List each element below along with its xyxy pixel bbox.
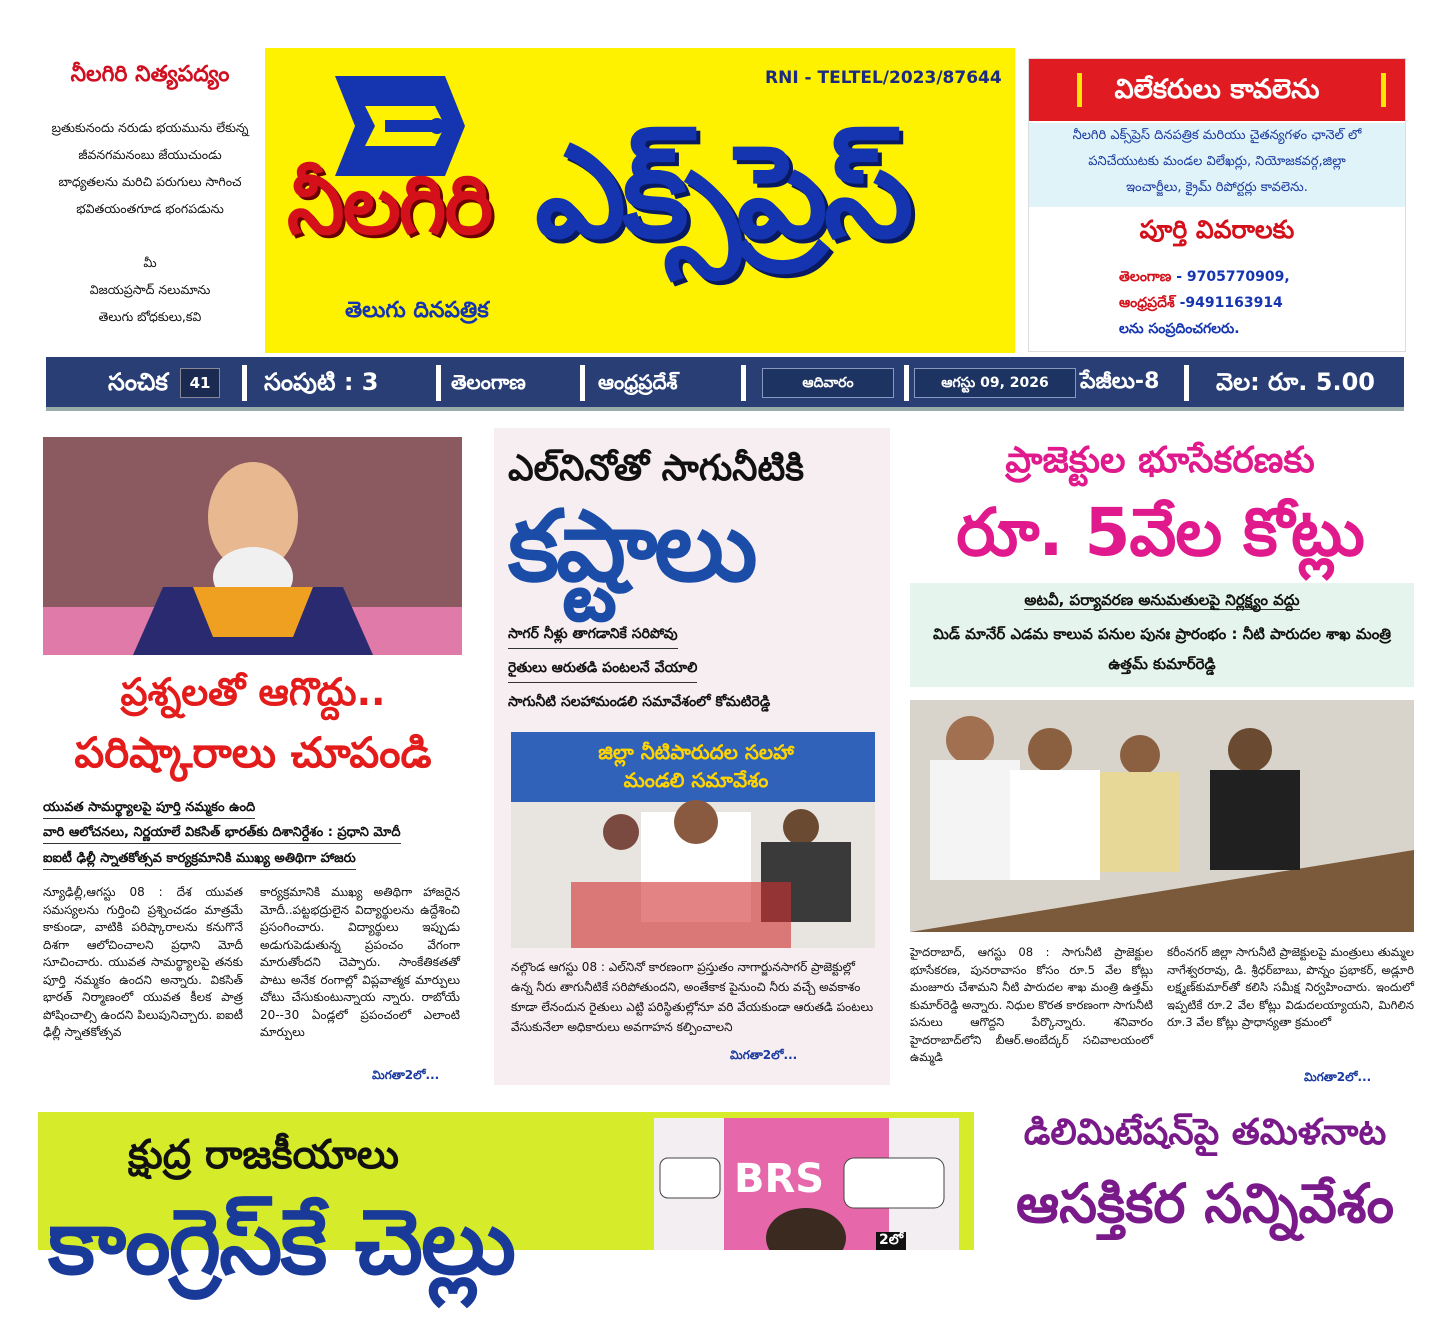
col2-continued-link[interactable]: మిగతా2లో... xyxy=(730,1048,798,1062)
ad-bar-right xyxy=(1381,73,1386,107)
col1-subheading: ఐఐటీ ఢిల్లీ స్నాతకోత్సవ కార్యక్రమానికి ముఖ్య అతిథిగా హాజరు xyxy=(43,851,356,870)
col2-subheading: సాగునీటి సలహామండలి సమావేశంలో కోమటిరెడ్డి xyxy=(508,694,771,710)
poem-line xyxy=(38,222,262,249)
col1-body-right: కార్యక్రమానికి ముఖ్య అతిథిగా హాజరైన మోదీ..పట్టభద్రులైన విద్యార్థులను ఉద్దేశించి ప్రసంగించారు. విద్యార్థులు ఇప్పుడు అడుగుపెడుతున్న ప్రపంచం వేగంగా మారుతోందని చెప్పారు. సాంకేతికతతో పాటు అనేక రంగాల్లో విప్లవాత్మక మార్పులు చోటు చేసుకుంటున్నాయ న్నారు. రాబోయే 20--30 ఏండ్లలో ప్రపంచంలో ఎలాంటి మార్పులు xyxy=(260,885,460,1039)
phone-label: ఆంధ్రప్రదేశ్ xyxy=(1119,295,1175,311)
col3-headline-line2: రూ. 5వేల కోట్లు xyxy=(956,494,1364,571)
col3-sub-box xyxy=(910,583,1414,687)
logo-subtitle: తెలుగు దినపత్రిక xyxy=(345,298,489,323)
ad-body-line: పనిచేయుటకు మండల విలేఖర్లు, నియోజకవర్గ,జిల్లా xyxy=(1088,154,1346,169)
brs-label: BRS xyxy=(734,1156,825,1202)
strip-divider xyxy=(580,365,585,401)
poem-line: బ్రతుకునందు నరుడు భయమును లేకున్న xyxy=(51,120,249,135)
ad-bar-left xyxy=(1077,73,1082,107)
ad-contact-note: లను సంప్రదించగలరు. xyxy=(1119,321,1240,337)
issue-label: సంచిక xyxy=(108,368,168,396)
phone-label: తెలంగాణ xyxy=(1119,269,1172,285)
page-ref-badge: 2లో xyxy=(876,1232,906,1250)
poem-author-role: తెలుగు బోధకులు,కవి xyxy=(98,309,202,324)
col1-subheading: యువత సామర్థ్యాలపై పూర్తి నమ్మకం ఉంది xyxy=(43,800,255,819)
col1-body-left: న్యూఢిల్లీ,ఆగస్టు 08 : దేశ యువత సమస్యలను గుర్తించి ప్రశ్నించడం మాత్రమే కాకుండా, వాటికి పరిష్కారాలను కనుగొనే దిశగా ఆలోచించాలని ప్రధాని మోదీ సూచించారు. యువత సామర్థ్యాలపై తనకు పూర్తి నమ్మకం ఉందని అన్నారు. వికసిత్ భారత్ నిర్మాణంలో యువత కీలక పాత్ర పోషించాల్సి ఉందని పిలుపునిచ్చారు. ఐఐటీ ఢిల్లీ స్నాతకోత్సవ xyxy=(43,885,243,1039)
col1-subheading: వారి ఆలోచనలు, నిర్ణయాలే వికసిత్ భారత్‌కు దిశానిర్దేశం : ప్రధాని మోదీ xyxy=(43,825,401,844)
bottom-right-headline-2: ఆసక్తికర సన్నివేశం xyxy=(1016,1172,1394,1235)
col2-body: నల్గొండ ఆగస్టు 08 : ఎల్‌నినో కారణంగా ప్రస్తుతం నాగార్జునసాగర్ ప్రాజెక్టుల్లో ఉన్న నీరు తాగునీటికే సరిపోతుందని, అంతేకాక పైనుంచి నీరు వచ్చే అవకాశం కూడా లేనందున రైతులు ఎట్టి పరిస్థితుల్లోనూ వరి వేయకుండా ఆరుతడి పంటలు వేసుకునేలా అధికారులు అవగాహన కల్పించాలని xyxy=(511,960,874,1034)
phone-number: -9491163914 xyxy=(1174,295,1283,311)
daily-poem-box xyxy=(38,50,262,350)
bottom-left-headline-1: క్షుద్ర రాజకీయాలు xyxy=(128,1132,399,1178)
col2-subheading: సాగర్ నీళ్లు తాగడానికే సరిపోవు xyxy=(508,626,678,649)
logo-neelagiri: నీలగిరి xyxy=(287,158,492,253)
col3-subheading-2: మిడ్ మానేర్ ఎడమ కాలువ పనుల పునః ప్రారంభం : నీటి పారుదల శాఖ మంత్రి ఉత్తమ్ కుమార్‌రెడ్డి xyxy=(932,625,1392,673)
bottom-right-headline-1: డిలిమిటేషన్‌పై తమిళనాట xyxy=(1023,1112,1387,1153)
state-telangana: తెలంగాణ xyxy=(451,370,526,394)
strip-divider xyxy=(904,365,909,401)
poem-line: బాధ్యతలను మరిచి పరుగులు సాగించ xyxy=(58,174,242,189)
ad-phone-ap xyxy=(1119,295,1283,314)
poem-author-prefix: మీ xyxy=(143,255,157,270)
daily-poem-title: నీలగిరి నిత్యపద్యం xyxy=(70,62,230,87)
volume: సంపుటి : 3 xyxy=(264,368,379,396)
weekday: ఆదివారం xyxy=(762,368,894,398)
modi-photo xyxy=(43,437,462,655)
poem-author: విజయప్రసాద్ నలుమాను xyxy=(89,282,211,297)
col1-headline-line1: ప్రశ్నలతో ఆగొద్దు.. xyxy=(120,670,386,714)
col1-headline-line2: పరిష్కారాలు చూపండి xyxy=(74,728,432,777)
col2-headline-small: ఎల్‌నినోతో సాగునీటికి xyxy=(508,448,805,489)
brs-photo xyxy=(654,1118,959,1250)
meeting-banner-text: జిల్లా నీటిపారుదల సలహా మండలి సమావేశం xyxy=(598,740,794,792)
ad-heading: విలేకరులు కావలెను xyxy=(1029,59,1405,121)
strip-divider xyxy=(242,365,247,401)
col3-continued-link[interactable]: మిగతా2లో... xyxy=(1304,1070,1372,1084)
review-meeting-photo xyxy=(910,700,1414,932)
phone-number: - 9705770909, xyxy=(1171,269,1290,285)
strip-divider xyxy=(741,365,746,401)
col3-body-left: హైదరాబాద్, ఆగస్టు 08 : సాగునీటి ప్రాజెక్టుల భూసేకరణ, పునరావాసం కోసం రూ.5 వేల కోట్లు మంజూరు చేశామని నీటి పారుదల శాఖ మంత్రి ఉత్తమ్ కుమార్‌రెడ్డి అన్నారు. నిధుల కొరత కారణంగా సాగునీటి పనులు ఆగొద్దని పేర్కొన్నారు. శనివారం హైదరాబాద్‌లోని బీఆర్.అంబేద్కర్ సచివాలయంలో ఉమ్మడి xyxy=(910,945,1153,1064)
poem-line: జీవనగమనంబు జేయుచుండు xyxy=(78,147,222,162)
logo-express: ఎక్స్‌ప్రెస్ xyxy=(535,118,910,267)
newspaper-logo xyxy=(265,48,1015,353)
bottom-left-headline-2: కాంగ్రెస్‌కే చెల్లు xyxy=(48,1190,514,1295)
page-count: పేజీలు-8 xyxy=(1080,369,1160,394)
ad-details-heading: పూర్తి వివరాలకు xyxy=(1139,215,1295,244)
col3-subheading-text: అటవీ, పర్యావరణ అనుమతులపై నిర్లక్ష్యం వద్దు xyxy=(1024,591,1300,609)
ad-body-line: నీలగిరి ఎక్స్‌ప్రెస్ దినపత్రిక మరియు చైతన్యగళం ఛానెల్ లో xyxy=(1072,128,1362,143)
strip-divider xyxy=(1184,365,1189,401)
ad-body-line: ఇంచార్జీలు, క్రైమ్ రిపోర్టర్లు కావలెను. xyxy=(1126,180,1308,195)
issue-info-strip xyxy=(46,357,1404,411)
state-ap: ఆంధ్రప్రదేశ్ xyxy=(598,370,678,394)
col3-body-right: కరీంనగర్ జిల్లా సాగునీటి ప్రాజెక్టులపై మంత్రులు తుమ్మల నాగేశ్వరరావు, డి. శ్రీధర్‌బాబు, పొన్నం ప్రభాకర్, అడ్లూరి లక్ష్మణ్‌కుమార్‌తో కలిసి సమీక్ష నిర్వహించారు. ఇందులో ఇప్పటికే రూ.2 వేల కోట్లు విడుదలయ్యాయని, మిగిలిన రూ.3 వేల కోట్లు ప్రాధాన్యతా క్రమంలో xyxy=(1167,945,1414,1029)
price: వెల: రూ. 5.00 xyxy=(1216,368,1375,396)
ad-phone-telangana xyxy=(1119,269,1290,288)
meeting-photo xyxy=(511,732,875,948)
issue-date: ఆగస్టు 09, 2026 xyxy=(914,368,1076,398)
rni-number: RNI - TELTEL/2023/87644 xyxy=(765,68,1002,88)
col1-continued-link[interactable]: మిగతా2లో... xyxy=(372,1068,440,1082)
col3-subheading xyxy=(910,591,1414,613)
col3-headline-line1: ప్రాజెక్టుల భూసేకరణకు xyxy=(1005,440,1315,481)
ad-body xyxy=(1029,123,1405,207)
col2-headline-big: కష్టాలు xyxy=(508,490,755,604)
modi-photo-illustration xyxy=(43,437,462,655)
issue-number: 41 xyxy=(180,368,220,398)
strip-divider xyxy=(436,365,441,401)
poem-line: భవితయంతగూడ భంగపడును xyxy=(76,201,224,216)
col2-subheading: రైతులు ఆరుతడి పంటలనే వేయాలి xyxy=(508,660,697,683)
review-photo-illustration xyxy=(910,700,1414,932)
reporters-wanted-ad xyxy=(1028,58,1406,352)
